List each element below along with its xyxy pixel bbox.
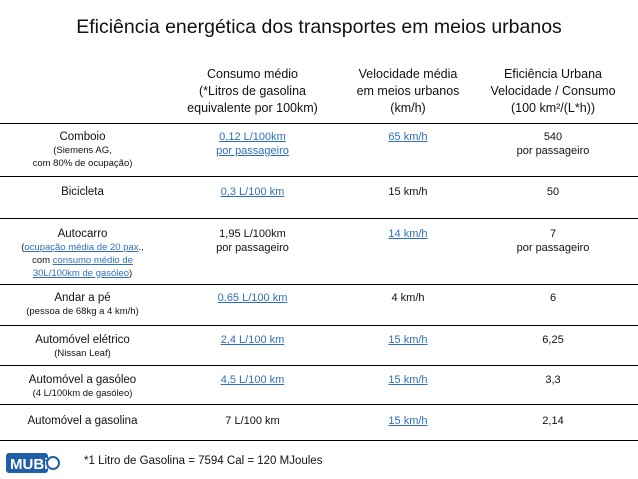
note-text: ., bbox=[138, 242, 144, 253]
row-label bbox=[0, 291, 165, 318]
eficiencia-value: 2,14 bbox=[542, 415, 564, 427]
row-divider bbox=[0, 325, 638, 326]
row-note: com 80% de ocupação) bbox=[32, 158, 133, 169]
table-header bbox=[0, 66, 638, 122]
row-label bbox=[0, 373, 165, 400]
consumo-link[interactable]: 0.65 L/100 km bbox=[217, 292, 288, 304]
cell-consumo[interactable] bbox=[170, 130, 335, 158]
cell-velocidade bbox=[338, 185, 478, 199]
header-velocidade bbox=[338, 66, 478, 117]
eficiencia-sub: por passageiro bbox=[516, 145, 590, 157]
cell-velocidade[interactable] bbox=[338, 227, 478, 241]
header-consumo bbox=[170, 66, 335, 117]
cell-consumo[interactable] bbox=[170, 185, 335, 199]
velocidade-value: 15 km/h bbox=[388, 186, 428, 198]
consumo-link[interactable]: 0,3 L/100 km bbox=[220, 186, 285, 198]
row-name: Automóvel a gasóleo bbox=[28, 374, 137, 386]
row-label bbox=[0, 414, 165, 428]
table-top-rule bbox=[0, 123, 638, 124]
header-consumo-line2: (*Litros de gasolina bbox=[198, 84, 306, 98]
cell-eficiencia bbox=[478, 333, 628, 347]
row-label bbox=[0, 185, 165, 199]
mubi-logo bbox=[6, 452, 60, 474]
eficiencia-value: 6,25 bbox=[542, 334, 564, 346]
row-divider bbox=[0, 284, 638, 285]
consumo-link-sub[interactable]: por passageiro bbox=[216, 145, 289, 157]
row-note: (Nissan Leaf) bbox=[54, 348, 111, 359]
row-divider bbox=[0, 404, 638, 405]
cell-consumo[interactable] bbox=[170, 373, 335, 387]
velocidade-link[interactable]: 65 km/h bbox=[388, 131, 428, 143]
row-name: Bicicleta bbox=[61, 186, 104, 198]
footnote: *1 Litro de Gasolina = 7594 Cal = 120 MJoules bbox=[84, 455, 323, 467]
eficiencia-value: 3,3 bbox=[545, 374, 561, 386]
cell-eficiencia bbox=[478, 291, 628, 305]
row-label bbox=[0, 227, 165, 280]
row-note: (Siemens AG, bbox=[53, 145, 112, 156]
row-name: Autocarro bbox=[57, 228, 108, 240]
cell-consumo bbox=[170, 227, 335, 255]
cell-consumo[interactable] bbox=[170, 291, 335, 305]
header-velocidade-line1: Velocidade média bbox=[358, 67, 458, 81]
row-note bbox=[0, 267, 165, 280]
header-eficiencia-line2: Velocidade / Consumo bbox=[490, 84, 616, 98]
logo-wheel-icon bbox=[47, 457, 59, 469]
eficiencia-value: 50 bbox=[546, 186, 560, 198]
header-consumo-line3: equivalente por 100km) bbox=[187, 101, 318, 115]
header-consumo-line1: Consumo médio bbox=[206, 67, 298, 81]
header-eficiencia-line1: Eficiência Urbana bbox=[504, 67, 602, 81]
logo-text: MUBi bbox=[10, 456, 49, 473]
ocupacao-link[interactable]: ocupação média de 20 pax bbox=[24, 242, 139, 253]
velocidade-link[interactable]: 15 km/h bbox=[388, 415, 428, 427]
cell-eficiencia bbox=[478, 414, 628, 428]
row-note bbox=[0, 241, 165, 254]
eficiencia-value: 6 bbox=[549, 292, 557, 304]
cell-velocidade[interactable] bbox=[338, 333, 478, 347]
consumo-value: 1,95 L/100km bbox=[219, 228, 286, 240]
velocidade-link[interactable]: 15 km/h bbox=[388, 334, 428, 346]
consumo-gasoleo-link[interactable]: 30L/100km de gasóleo bbox=[32, 268, 129, 279]
row-divider bbox=[0, 365, 638, 366]
cell-consumo bbox=[170, 414, 335, 428]
cell-eficiencia bbox=[478, 227, 628, 255]
row-name: Comboio bbox=[59, 131, 106, 143]
cell-velocidade[interactable] bbox=[338, 130, 478, 144]
consumo-link[interactable]: 2,4 L/100 km bbox=[220, 334, 285, 346]
consumo-sub: por passageiro bbox=[216, 242, 289, 254]
header-velocidade-line3: (km/h) bbox=[390, 101, 426, 115]
cell-velocidade[interactable] bbox=[338, 373, 478, 387]
eficiencia-value: 7 bbox=[549, 228, 557, 240]
cell-velocidade[interactable] bbox=[338, 414, 478, 428]
velocidade-link[interactable]: 15 km/h bbox=[388, 374, 428, 386]
row-note: (pessoa de 68kg a 4 km/h) bbox=[26, 306, 139, 317]
row-name: Andar a pé bbox=[54, 292, 111, 304]
header-eficiencia-line3: (100 km²/(L*h)) bbox=[510, 101, 596, 115]
eficiencia-value: 540 bbox=[543, 131, 563, 143]
cell-velocidade bbox=[338, 291, 478, 305]
header-velocidade-line2: em meios urbanos bbox=[356, 84, 460, 98]
eficiencia-sub: por passageiro bbox=[516, 242, 590, 254]
row-divider bbox=[0, 218, 638, 219]
row-note: (4 L/100km de gasóleo) bbox=[32, 388, 133, 399]
note-text: com bbox=[32, 255, 53, 266]
row-label bbox=[0, 333, 165, 360]
header-eficiencia bbox=[478, 66, 628, 117]
row-label bbox=[0, 130, 165, 170]
page-title: Eficiência energética dos transportes em meios urbanos bbox=[76, 16, 562, 38]
cell-eficiencia bbox=[478, 373, 628, 387]
consumo-medio-link[interactable]: consumo médio de bbox=[52, 255, 133, 266]
velocidade-link[interactable]: 14 km/h bbox=[388, 228, 428, 240]
velocidade-value: 4 km/h bbox=[391, 292, 425, 304]
row-note bbox=[0, 254, 165, 267]
row-name: Automóvel elétrico bbox=[35, 334, 130, 346]
table-bottom-rule bbox=[0, 440, 638, 441]
cell-consumo[interactable] bbox=[170, 333, 335, 347]
consumo-link[interactable]: 0,12 L/100km bbox=[219, 131, 286, 143]
note-text: ( bbox=[21, 242, 25, 253]
row-name: Automóvel a gasolina bbox=[27, 415, 138, 427]
row-divider bbox=[0, 176, 638, 177]
note-text: ) bbox=[128, 268, 133, 279]
cell-eficiencia bbox=[478, 185, 628, 199]
consumo-link[interactable]: 4,5 L/100 km bbox=[220, 374, 285, 386]
consumo-value: 7 L/100 km bbox=[225, 415, 280, 427]
cell-eficiencia bbox=[478, 130, 628, 158]
